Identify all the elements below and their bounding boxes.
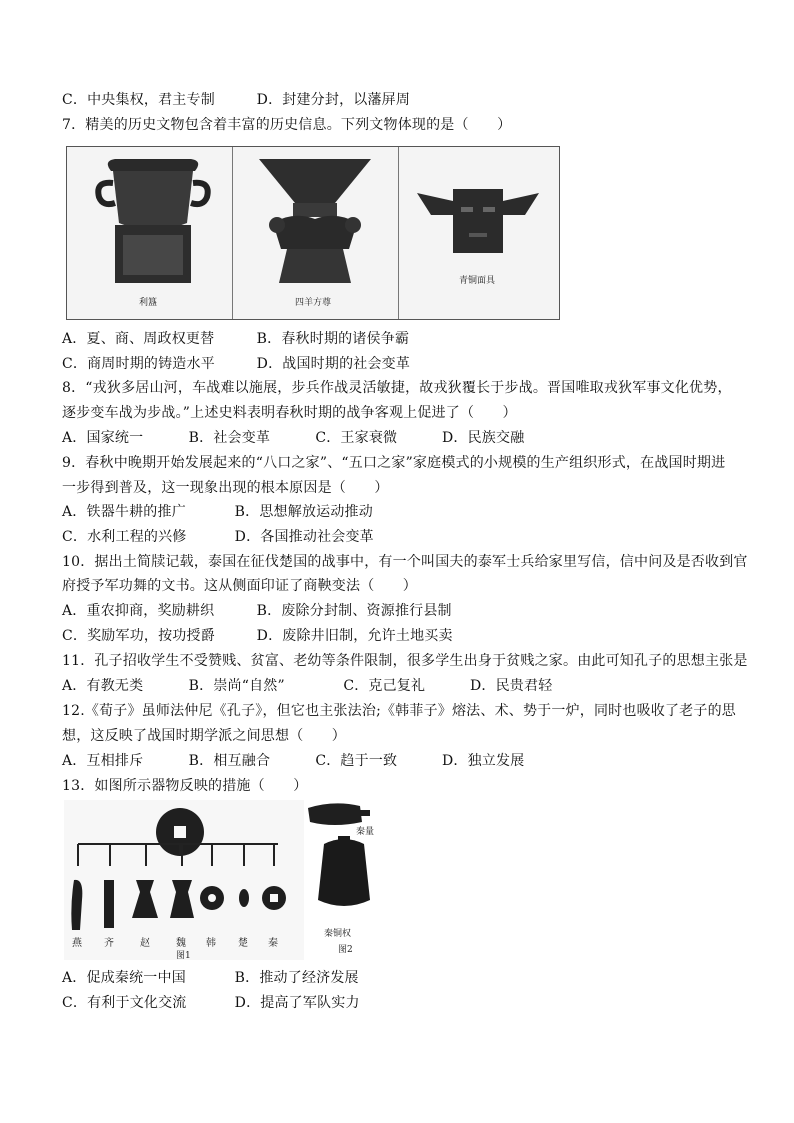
q12-option-a[interactable]: A．互相排斥 xyxy=(62,753,144,769)
q10-stem-line2: 府授予军功舞的文书。这从侧面印证了商鞅变法（ ） xyxy=(62,578,417,594)
q11-option-d[interactable]: D．民贵君轻 xyxy=(469,678,553,694)
q10-option-a[interactable]: A．重农抑商，奖励耕织 xyxy=(62,603,215,619)
q11-options-row xyxy=(62,676,552,696)
figure-2-bottom-label: 秦铜权 xyxy=(324,929,352,939)
q8-option-c[interactable]: C．王家衰微 xyxy=(315,430,398,446)
q7-options-row-1 xyxy=(62,329,409,349)
q13-option-d[interactable]: D．提高了军队实力 xyxy=(234,995,360,1011)
q10-options-row-1 xyxy=(62,601,452,621)
q12-options-row xyxy=(62,751,524,771)
q13-options-row-2 xyxy=(62,993,360,1013)
q13-figure-2 xyxy=(304,800,390,960)
q9-option-a[interactable]: A．铁器牛耕的推广 xyxy=(62,504,186,520)
q13-option-a[interactable]: A．促成秦统一中国 xyxy=(62,970,186,986)
q8-option-b[interactable]: B．社会变革 xyxy=(188,430,271,446)
q10-stem-line1: 10．据出土简牍记载，泰国在征伐楚国的战事中，有一个叫国夫的泰军士兵给家里写信，信中问及是否收到官 xyxy=(62,554,748,570)
four-goat-zun-icon xyxy=(253,153,377,288)
q7-stem: 7．精美的历史文物包含着丰富的历史信息。下列文物体现的是（ ） xyxy=(62,117,512,133)
q13-stem: 13．如图所示器物反映的措施（ ） xyxy=(62,778,308,794)
q7-caption-2: 四羊方尊 xyxy=(295,298,332,308)
q13-options-row-1 xyxy=(62,968,359,988)
q6-options-row xyxy=(62,90,410,110)
q8-option-d[interactable]: D．民族交融 xyxy=(441,430,525,446)
q9-option-b[interactable]: B．思想解放运动推动 xyxy=(234,504,373,520)
panel-divider xyxy=(398,147,399,319)
q7-options-row-2 xyxy=(62,354,410,374)
state-label-wei: 魏 xyxy=(176,938,186,949)
panel-divider xyxy=(232,147,233,319)
q12-stem-line2: 想，这反映了战国时期学派之间思想（ ） xyxy=(62,728,346,744)
q7-caption-1: 利簋 xyxy=(139,298,158,308)
q7-artifact-figure xyxy=(66,146,560,320)
q13-figure-1 xyxy=(64,800,304,960)
qin-measure-and-weight-icon xyxy=(304,800,390,930)
q8-stem-line2: 逐步变车战为步战。”上述史料表明春秋时期的战争客观上促进了（ ） xyxy=(62,405,517,421)
figure-2-top-label: 秦量 xyxy=(356,827,375,837)
q8-stem-line1: 8．“戎狄多居山河，车战难以施展，步兵作战灵活敏捷，故戎狄覆长于步战。晋国唯取戎狄军事文化优势， xyxy=(62,380,732,396)
q7-option-c[interactable]: C．商周时期的铸造水平 xyxy=(62,356,215,372)
q9-options-row-2 xyxy=(62,527,374,547)
q12-option-b[interactable]: B．相互融合 xyxy=(188,753,271,769)
q12-stem-line1: 12.《荀子》虽师法仲尼《孔子》，但它也主张法治;《韩菲子》熔法、术、势于一炉，同时也吸收了老子的思 xyxy=(62,703,736,719)
q10-option-b[interactable]: B．废除分封制、资源推行县制 xyxy=(256,603,452,619)
state-label-chu: 楚 xyxy=(238,938,248,949)
q8-options-row xyxy=(62,428,524,448)
figure-1-caption: 图1 xyxy=(176,951,191,961)
q10-option-c[interactable]: C．奖励军功，按功授爵 xyxy=(62,628,215,644)
q13-option-b[interactable]: B．推动了经济发展 xyxy=(234,970,359,986)
q8-option-a[interactable]: A．国家统一 xyxy=(62,430,144,446)
q7-caption-3: 青铜面具 xyxy=(459,276,496,286)
q11-stem: 11．孔子招收学生不受赞贱、贫富、老幼等条件限制，很多学生出身于贫贱之家。由此可知孔子的思想主张是 xyxy=(62,653,748,669)
bronze-gui-vessel-icon xyxy=(93,153,213,288)
q7-option-b[interactable]: B．春秋时期的诸侯争霸 xyxy=(256,331,410,347)
q10-options-row-2 xyxy=(62,626,453,646)
q10-option-d[interactable]: D．废除井旧制，允许土地买卖 xyxy=(256,628,453,644)
q7-option-d[interactable]: D．战国时期的社会变革 xyxy=(256,356,411,372)
seven-states-coins-icon xyxy=(64,800,304,940)
q9-stem-line2: 一步得到普及，这一现象出现的根本原因是（ ） xyxy=(62,480,389,496)
q13-option-c[interactable]: C．有利于文化交流 xyxy=(62,995,187,1011)
state-label-yan: 燕 xyxy=(72,938,82,949)
q9-stem-line1: 9．春秋中晚期开始发展起来的“八口之家”、“五口之家”家庭模式的小规模的生产组织形式，在战国时期进 xyxy=(62,455,726,471)
q12-option-c[interactable]: C．趋于一致 xyxy=(315,753,398,769)
q9-option-d[interactable]: D．各国推动社会变革 xyxy=(234,529,374,545)
q7-option-a[interactable]: A．夏、商、周政权更替 xyxy=(62,331,215,347)
q12-option-d[interactable]: D．独立发展 xyxy=(441,753,525,769)
state-label-qin: 秦 xyxy=(268,938,278,949)
q6-option-c[interactable]: C．中央集权，君主专制 xyxy=(62,92,215,108)
state-label-qi: 齐 xyxy=(104,938,114,949)
state-label-zhao: 赵 xyxy=(140,938,150,949)
bronze-mask-icon xyxy=(413,181,543,261)
q9-option-c[interactable]: C．水利工程的兴修 xyxy=(62,529,187,545)
q11-option-c[interactable]: C．克己复礼 xyxy=(343,678,426,694)
q11-option-b[interactable]: B．崇尚“自然” xyxy=(188,678,285,694)
q11-option-a[interactable]: A．有教无类 xyxy=(62,678,144,694)
q6-option-d[interactable]: D．封建分封，以藩屏周 xyxy=(256,92,411,108)
q9-options-row-1 xyxy=(62,502,373,522)
figure-2-caption: 图2 xyxy=(338,945,353,955)
state-label-han: 韩 xyxy=(206,938,216,949)
